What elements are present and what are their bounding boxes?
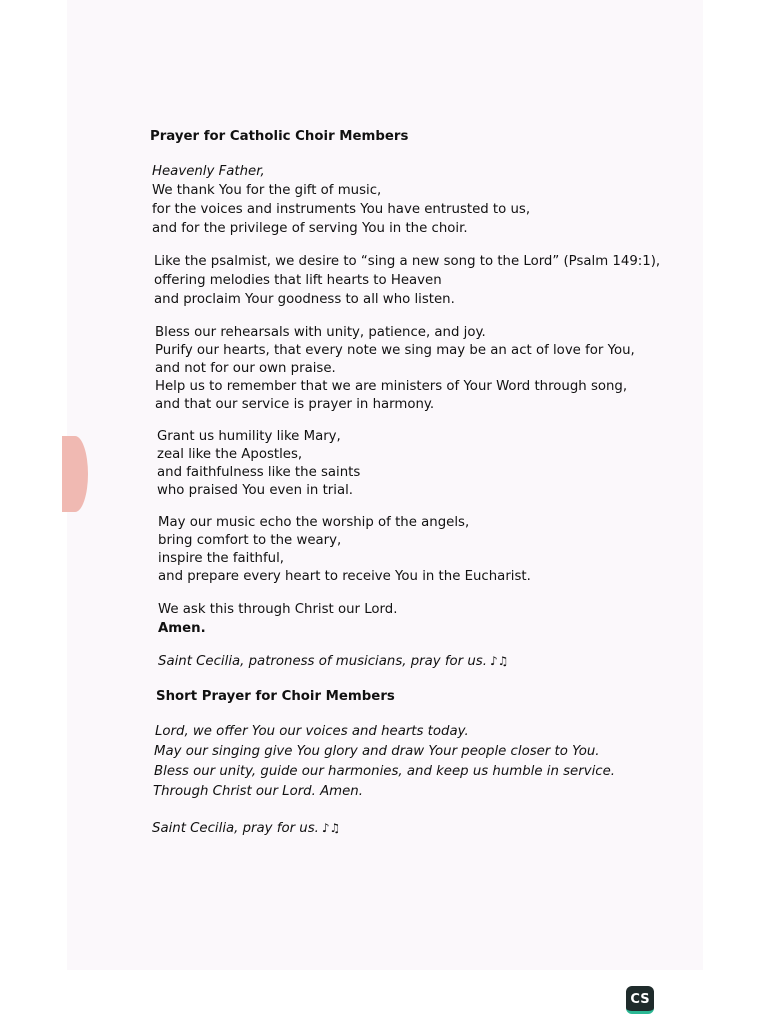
short-prayer-line: Lord, we offer You our voices and hearts today.: [155, 724, 469, 739]
stanza3-line: and not for our own praise.: [155, 361, 336, 376]
short-prayer-title: Short Prayer for Choir Members: [156, 689, 395, 704]
amen-line: Amen.: [158, 621, 206, 636]
stanza4-line: who praised You even in trial.: [157, 483, 354, 498]
stanza5-line: May our music echo the worship of the angels,: [158, 515, 470, 530]
music-note-icon: ♪♫: [321, 821, 341, 835]
stanza3-line: Help us to remember that we are ministers of Your Word through song,: [155, 379, 628, 394]
stanza1-line: We thank You for the gift of music,: [152, 183, 382, 198]
stanza3-line: Purify our hearts, that every note we sing may be an act of love for You,: [155, 343, 635, 358]
stanza1-line: for the voices and instruments You have entrusted to us,: [152, 202, 531, 217]
short-prayer-line: Through Christ our Lord. Amen.: [153, 784, 363, 799]
short-prayer-line: May our singing give You glory and draw Your people closer to You.: [154, 744, 600, 759]
music-note-icon: ♪♫: [489, 654, 509, 668]
stanza4-line: zeal like the Apostles,: [157, 447, 303, 462]
stanza5-line: bring comfort to the weary,: [158, 533, 342, 548]
stanza5-line: and prepare every heart to receive You in the Eucharist.: [158, 569, 531, 584]
stanza5-line: inspire the faithful,: [158, 551, 285, 566]
stanza1-line: Heavenly Father,: [152, 164, 265, 179]
short-prayer-line: Bless our unity, guide our harmonies, and keep us humble in service.: [154, 764, 615, 779]
stanza4-line: Grant us humility like Mary,: [157, 429, 341, 444]
camscanner-logo: CS: [626, 986, 654, 1014]
stanza3-line: and that our service is prayer in harmony.: [155, 397, 435, 412]
cecilia-short-text: Saint Cecilia, pray for us.: [152, 821, 319, 836]
stanza3-line: Bless our rehearsals with unity, patience, and joy.: [155, 325, 486, 340]
stanza2-line: and proclaim Your goodness to all who listen.: [154, 292, 455, 307]
cecilia-invocation: [158, 653, 508, 670]
cecilia-text: Saint Cecilia, patroness of musicians, pray for us.: [158, 654, 487, 669]
stanza2-line: Like the psalmist, we desire to “sing a new song to the Lord” (Psalm 149:1),: [154, 254, 661, 269]
stanza2-line: offering melodies that lift hearts to Heaven: [154, 273, 442, 288]
prayer-title: Prayer for Catholic Choir Members: [150, 129, 409, 144]
stanza1-line: and for the privilege of serving You in the choir.: [152, 221, 468, 236]
closing-line: We ask this through Christ our Lord.: [158, 602, 398, 617]
cecilia-short-invocation: [152, 820, 340, 837]
stanza4-line: and faithfulness like the saints: [157, 465, 361, 480]
